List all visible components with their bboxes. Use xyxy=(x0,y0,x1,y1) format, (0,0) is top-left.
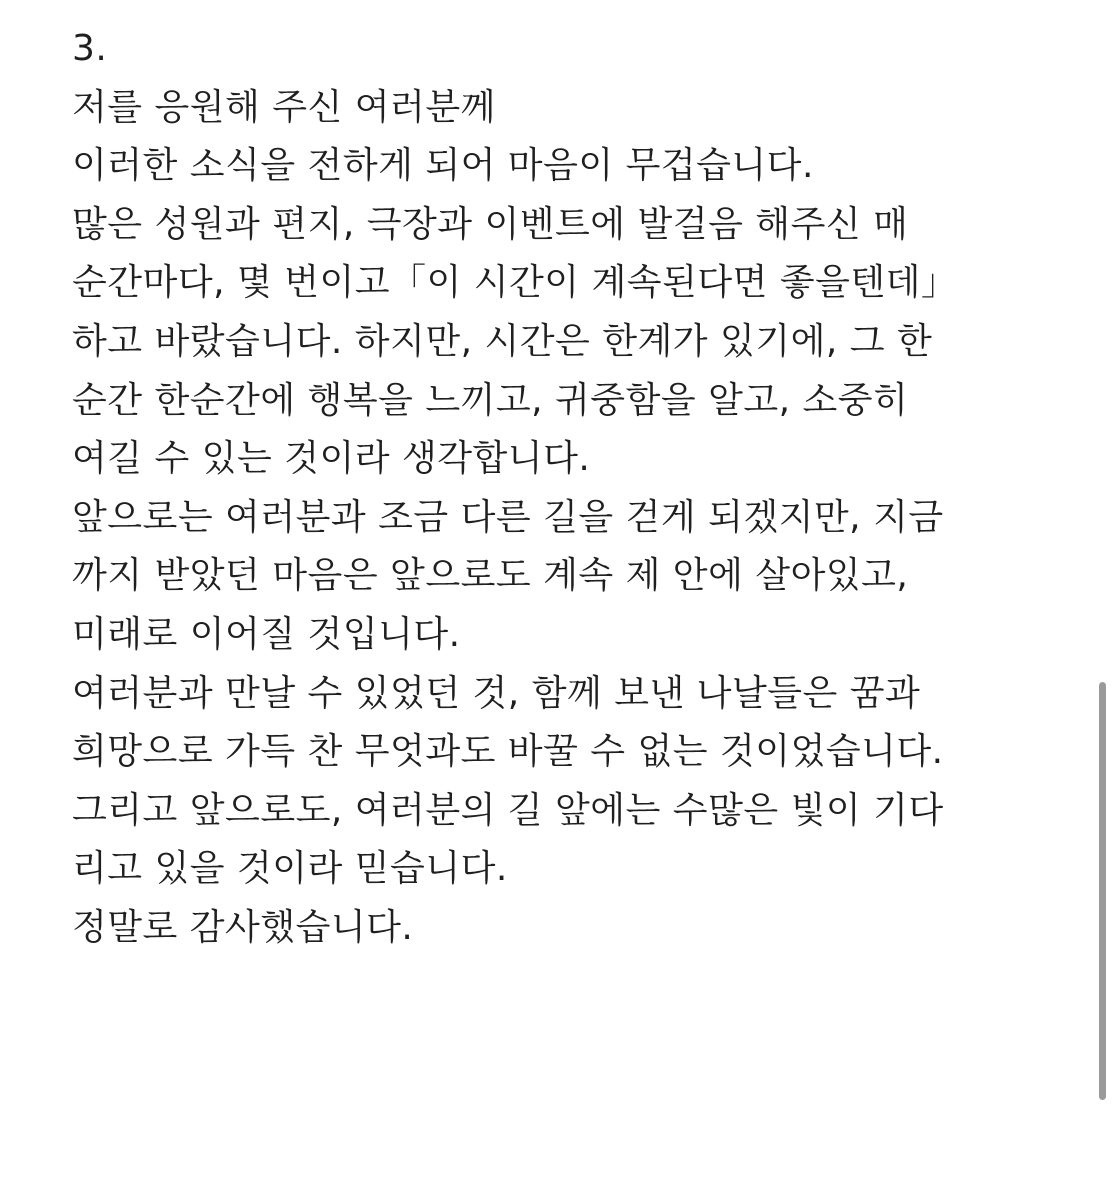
text-line: 까지 받았던 마음은 앞으로도 계속 제 안에 살아있고, xyxy=(72,555,909,597)
text-line: 여길 수 있는 것이라 생각합니다. xyxy=(72,438,591,480)
text-line: 순간마다, 몇 번이고「이 시간이 계속된다면 좋을텐데」 xyxy=(72,262,958,304)
text-line: 앞으로는 여러분과 조금 다른 길을 걷게 되겠지만, 지금 xyxy=(72,496,944,538)
text-line: 3. xyxy=(72,28,108,69)
scrollbar-thumb[interactable] xyxy=(1099,682,1106,1100)
text-line: 순간 한순간에 행복을 느끼고, 귀중함을 알고, 소중히 xyxy=(72,379,909,421)
text-line: 미래로 이어질 것입니다. xyxy=(72,613,461,655)
text-line: 하고 바랐습니다. 하지만, 시간은 한계가 있기에, 그 한 xyxy=(72,320,933,362)
text-line: 많은 성원과 편지, 극장과 이벤트에 발걸음 해주신 매 xyxy=(72,203,909,245)
text-line: 그리고 앞으로도, 여러분의 길 앞에는 수많은 빛이 기다 xyxy=(72,789,944,831)
text-line: 여러분과 만날 수 있었던 것, 함께 보낸 나날들은 꿈과 xyxy=(72,672,921,714)
letter-text xyxy=(72,20,1072,958)
text-line: 희망으로 가득 찬 무엇과도 바꿀 수 없는 것이었습니다. xyxy=(72,731,944,773)
text-line: 정말로 감사했습니다. xyxy=(72,906,414,948)
text-line: 리고 있을 것이라 믿습니다. xyxy=(72,848,508,890)
text-line: 이러한 소식을 전하게 되어 마음이 무겁습니다. xyxy=(72,145,814,187)
text-line: 저를 응원해 주신 여러분께 xyxy=(72,86,496,128)
